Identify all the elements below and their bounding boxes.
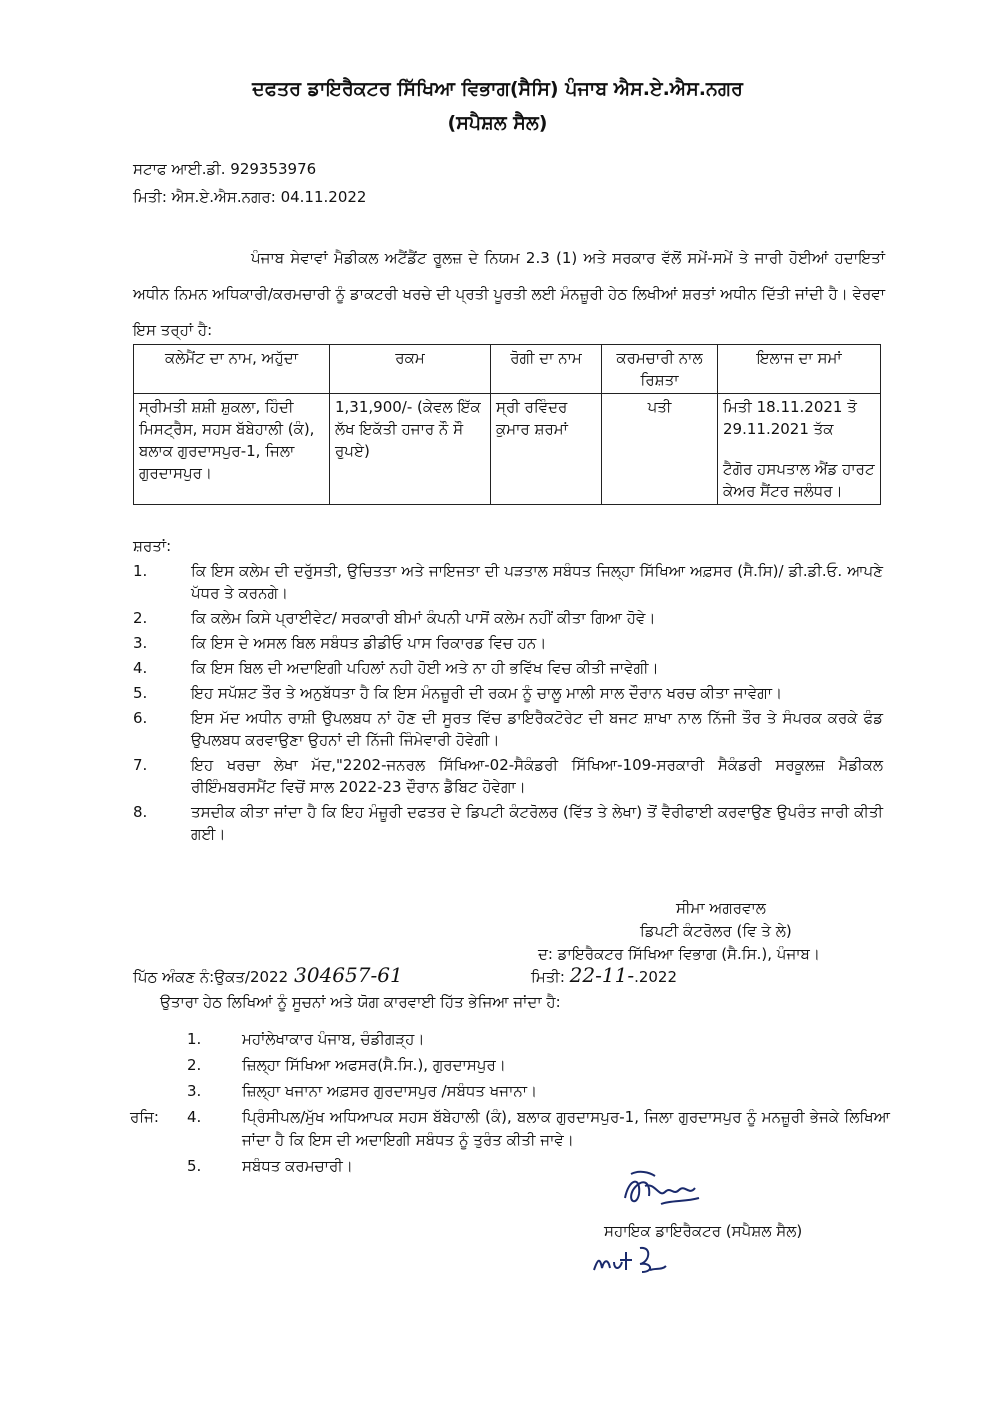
forward-text: ਉਤਾਰਾ ਹੇਠ ਲਿਖਿਆਂ ਨੂੰ ਸੂਚਨਾਂ ਅਤੇ ਯੋਗ ਕਾਰਵਾਈ ਹਿੱਤ ਭੇਜਿਆ ਜਾਂਦਾ ਹੈ: xyxy=(160,993,561,1011)
list-number: 1. xyxy=(187,1030,202,1048)
list-item xyxy=(133,754,883,798)
hospital-name: ਟੈਗੋਰ ਹਸਪਤਾਲ ਐਂਡ ਹਾਰਟ ਕੇਅਰ ਸੈਂਟਰ ਜਲੰਧਰ। xyxy=(723,460,875,500)
list-number: 7. xyxy=(133,756,148,774)
list-text: ਮਹਾਂਲੇਖਾਕਾਰ ਪੰਜਾਬ, ਚੰਡੀਗੜ੍ਹ। xyxy=(242,1030,425,1048)
cell-claimant: ਸ੍ਰੀਮਤੀ ਸ਼ਸ਼ੀ ਸ਼ੁਕਲਾ, ਹਿੰਦੀ ਮਿਸਟ੍ਰੈਸ, ਸਹਸ ਬੱਬੇਹਾਲੀ (ਕੰ), ਬਲਾਕ ਗੁਰਦਾਸਪੁਰ-1, ਜਿਲਾ ਗੁਰਦਾਸਪੁਰ। xyxy=(134,394,330,505)
office-subtitle: (ਸਪੈਸ਼ਲ ਸੈਲ) xyxy=(447,112,548,134)
list-item xyxy=(133,707,883,751)
header-amount: ਰਕਮ xyxy=(330,345,491,394)
staff-id-value: 929353976 xyxy=(230,160,317,178)
cell-patient: ਸ੍ਰੀ ਰਵਿੰਦਰ ਕੁਮਾਰ ਸ਼ਰਮਾਂ xyxy=(491,394,602,505)
list-text: ਇਹ ਸਪੱਸ਼ਟ ਤੌਰ ਤੇ ਅਨੁਬੱਧਤਾ ਹੈ ਕਿ ਇਸ ਮੰਨਜ਼ੂਰੀ ਦੀ ਰਕਮ ਨੂੰ ਚਾਲੂ ਮਾਲੀ ਸਾਲ ਦੌਰਾਨ ਖਰਚ ਕੀਤਾ ਜਾਵੇਗਾ। xyxy=(191,684,783,702)
list-number: 8. xyxy=(133,803,148,821)
list-text: ਪ੍ਰਿੰਸੀਪਲ/ਮੁੱਖ ਅਧਿਆਪਕ ਸਹਸ ਬੱਬੇਹਾਲੀ (ਕੰ), ਬਲਾਕ ਗੁਰਦਾਸਪੁਰ-1, ਜਿਲਾ ਗੁਰਦਾਸਪੁਰ ਨੂੰ ਮਨਜ਼ੂਰੀ ਭੇਜਕੇ ਲਿਖਿਆ ਜਾਂਦਾ ਹੈ ਕਿ ਇਸ ਦੀ ਅਦਾਇਗੀ ਸਬੰਧਤ ਨੂੰ ਤੁਰੰਤ ਕੀਤੀ ਜਾਵੇ। xyxy=(242,1108,890,1149)
table-header-row xyxy=(134,345,881,394)
list-prefix: ਰਜਿ: xyxy=(130,1108,159,1126)
signature-block-deputy-controller xyxy=(640,897,792,943)
list-number: 4. xyxy=(187,1108,202,1126)
table-row xyxy=(134,394,881,505)
list-text: ਇਸ ਮੱਦ ਅਧੀਨ ਰਾਸ਼ੀ ਉਪਲਬਧ ਨਾਂ ਹੋਣ ਦੀ ਸੂਰਤ ਵਿੱਚ ਡਾਇਰੈਕਟੋਰੇਟ ਦੀ ਬਜਟ ਸ਼ਾਖਾ ਨਾਲ ਨਿੱਜੀ ਤੌਰ ਤੇ ਸੰਪਰਕ ਕਰਕੇ ਫੰਡ ਉਪਲਬਧ ਕਰਵਾਉਣਾ ਉਹਨਾਂ ਦੀ ਨਿੱਜੀ ਜਿੰਮੇਵਾਰੀ ਹੋਵੇਗੀ। xyxy=(191,709,883,749)
list-text: ਜ਼ਿਲ੍ਹਾ ਖਜਾਨਾ ਅਫ਼ਸਰ ਗੁਰਦਾਸਪੁਰ /ਸਬੰਧਤ ਖਜਾਨਾ। xyxy=(242,1082,538,1100)
staff-id-line xyxy=(133,160,316,178)
list-text: ਕਿ ਕਲੇਮ ਕਿਸੇ ਪ੍ਰਾਈਵੇਟ/ ਸਰਕਾਰੀ ਬੀਮਾਂ ਕੰਪਨੀ ਪਾਸੋਂ ਕਲੇਮ ਨਹੀਂ ਕੀਤਾ ਗਿਆ ਹੋਵੇ। xyxy=(191,609,656,627)
list-prefix xyxy=(130,1155,187,1178)
list-item xyxy=(130,1106,890,1152)
office-title: ਦਫਤਰ ਡਾਇਰੈਕਟਰ ਸਿੱਖਿਆ ਵਿਭਾਗ(ਸੈਸਿ) ਪੰਜਾਬ ਐਸ.ਏ.ਐਸ.ਨਗਰ xyxy=(252,78,743,100)
list-text: ਤਸਦੀਕ ਕੀਤਾ ਜਾਂਦਾ ਹੈ ਕਿ ਇਹ ਮੰਜ਼ੂਰੀ ਦਫਤਰ ਦੇ ਡਿਪਟੀ ਕੰਟਰੋਲਰ (ਵਿੱਤ ਤੇ ਲੇਖਾ) ਤੋਂ ਵੈਰੀਫਾਈ ਕਰਵਾਉਣ ਉਪਰੰਤ ਜਾਰੀ ਕੀਤੀ ਗਈ। xyxy=(191,803,883,843)
header-relation: ਕਰਮਚਾਰੀ ਨਾਲ ਰਿਸ਼ਤਾ xyxy=(602,345,718,394)
list-text: ਜ਼ਿਲ੍ਹਾ ਸਿੱਖਿਆ ਅਫਸਰ(ਸੈ.ਸਿ.), ਗੁਰਦਾਸਪੁਰ। xyxy=(242,1056,506,1074)
list-number: 4. xyxy=(133,659,148,677)
conditions-list xyxy=(133,560,883,848)
list-text: ਕਿ ਇਸ ਦੇ ਅਸਲ ਬਿਲ ਸਬੰਧਤ ਡੀਡੀਓ ਪਾਸ ਰਿਕਾਰਡ ਵਿਚ ਹਨ। xyxy=(191,634,547,652)
list-item xyxy=(133,682,883,704)
signature-scribble xyxy=(615,1168,710,1213)
header-patient: ਰੋਗੀ ਦਾ ਨਾਮ xyxy=(491,345,602,394)
claim-table xyxy=(133,344,881,505)
date-value: 04.11.2022 xyxy=(280,188,367,206)
list-prefix xyxy=(130,1028,187,1051)
signatory-name: ਸੀਮਾ ਅਗਰਵਾਲ xyxy=(676,899,766,917)
list-prefix xyxy=(130,1054,187,1077)
list-item xyxy=(130,1155,890,1178)
list-item xyxy=(133,657,883,679)
cell-amount: 1,31,900/- (ਕੇਵਲ ਇੱਕ ਲੱਖ ਇਕੱਤੀ ਹਜਾਰ ਨੌ ਸੌ ਰੁਪਏ) xyxy=(330,394,491,505)
list-item xyxy=(133,801,883,845)
list-number: 1. xyxy=(133,562,148,580)
list-number: 5. xyxy=(187,1157,202,1175)
list-text: ਕਿ ਇਸ ਕਲੇਮ ਦੀ ਦਰੁੱਸਤੀ, ਉਚਿਤਤਾ ਅਤੇ ਜਾਇਜਤਾ ਦੀ ਪੜਤਾਲ ਸਬੰਧਤ ਜਿਲ੍ਹਾ ਸਿੱਖਿਆ ਅਫ਼ਸਰ (ਸੈ.ਸਿ)/ ਡੀ.ਡੀ.ਓ. ਆਪਣੇ ਪੱਧਰ ਤੇ ਕਰਨਗੇ। xyxy=(191,562,883,602)
list-number: 5. xyxy=(133,684,148,702)
header-period: ਇਲਾਜ ਦਾ ਸਮਾਂ xyxy=(718,345,881,394)
list-item xyxy=(133,632,883,654)
endorsement-date-year: .2022 xyxy=(634,968,678,986)
list-text: ਸਬੰਧਤ ਕਰਮਚਾਰੀ। xyxy=(242,1157,353,1175)
list-number: 3. xyxy=(187,1082,202,1100)
handwritten-endorsement-number: 304657-61 xyxy=(294,963,403,987)
cell-relation: ਪਤੀ xyxy=(602,394,718,505)
list-number: 3. xyxy=(133,634,148,652)
endorsement-label: ਪਿੱਠ ਅੰਕਣ ਨੰ:ਉਕਤ/2022 xyxy=(133,968,289,986)
treatment-dates: ਮਿਤੀ 18.11.2021 ਤੋ 29.11.2021 ਤੱਕ xyxy=(723,398,857,438)
date-line xyxy=(133,188,366,206)
header-claimant: ਕਲੇਮੈਂਟ ਦਾ ਨਾਮ, ਅਹੁੱਦਾ xyxy=(134,345,330,394)
list-item xyxy=(133,560,883,604)
list-text: ਕਿ ਇਸ ਬਿਲ ਦੀ ਅਦਾਇਗੀ ਪਹਿਲਾਂ ਨਹੀ ਹੋਈ ਅਤੇ ਨਾ ਹੀ ਭਵਿੱਖ ਵਿਚ ਕੀਤੀ ਜਾਵੇਗੀ। xyxy=(191,659,659,677)
initials-scribble xyxy=(590,1240,670,1276)
list-number: 2. xyxy=(187,1056,202,1074)
cell-period xyxy=(718,394,881,505)
list-item xyxy=(130,1028,890,1051)
recipients-list xyxy=(130,1028,890,1181)
list-item xyxy=(133,607,883,629)
list-text: ਇਹ ਖਰਚਾ ਲੇਖਾ ਮੱਦ,"2202-ਜਨਰਲ ਸਿੱਖਿਆ-02-ਸੈਕੰਡਰੀ ਸਿੱਖਿਆ-109-ਸਰਕਾਰੀ ਸੈਕੰਡਰੀ ਸਰਕੂਲਜ਼ ਮੈਡੀਕਲ ਰੀਇੰਮਬਰਸਮੈਂਟ ਵਿਚੋਂ ਸਾਲ 2022-23 ਦੌਰਾਨ ਡੈਬਿਟ ਹੋਵੇਗਾ। xyxy=(191,756,883,796)
conditions-heading: ਸ਼ਰਤਾਂ: xyxy=(133,537,172,555)
staff-id-label: ਸਟਾਫ ਆਈ.ਡੀ. xyxy=(133,160,226,178)
list-item xyxy=(130,1080,890,1103)
list-number: 6. xyxy=(133,709,148,727)
endorsement-date-label: ਮਿਤੀ: xyxy=(531,968,565,986)
endorsement-date xyxy=(531,963,677,987)
list-prefix xyxy=(130,1080,187,1103)
endorsement-number xyxy=(133,963,403,987)
signatory-designation-assistant-director: ਸਹਾਇਕ ਡਾਇਰੈਕਟਰ (ਸਪੈਸ਼ਲ ਸੈਲ) xyxy=(604,1222,803,1240)
date-label: ਮਿਤੀ: ਐਸ.ਏ.ਐਸ.ਨਗਰ: xyxy=(133,188,276,206)
list-item xyxy=(130,1054,890,1077)
intro-paragraph: ਪੰਜਾਬ ਸੇਵਾਵਾਂ ਮੈਡੀਕਲ ਅਟੈਂਡੈਂਟ ਰੂਲਜ਼ ਦੇ ਨਿਯਮ 2.3 (1) ਅਤੇ ਸਰਕਾਰ ਵੱਲੋਂ ਸਮੇਂ-ਸਮੇਂ ਤੇ ਜਾਰੀ ਹੋਈਆਂ ਹਦਾਇਤਾਂ ਅਧੀਨ ਨਿਮਨ ਅਧਿਕਾਰੀ/ਕਰਮਚਾਰੀ ਨੂੰ ਡਾਕਟਰੀ ਖਰਚੇ ਦੀ ਪ੍ਰਤੀ ਪੂਰਤੀ ਲਈ ਮੰਨਜ਼ੂਰੀ ਹੇਠ ਲਿਖੀਆਂ ਸ਼ਰਤਾਂ ਅਧੀਨ ਦਿੱਤੀ ਜਾਂਦੀ ਹੈ। ਵੇਰਵਾ ਇਸ ਤਰ੍ਹਾਂ ਹੈ: xyxy=(133,249,885,339)
signatory-designation: ਡਿਪਟੀ ਕੰਟਰੋਲਰ (ਵਿ ਤੇ ਲੇ) xyxy=(640,922,792,940)
list-number: 2. xyxy=(133,609,148,627)
handwritten-date: 22-11- xyxy=(569,963,635,987)
signatory-office: ਦ: ਡਾਇਰੈਕਟਰ ਸਿੱਖਿਆ ਵਿਭਾਗ (ਸੈ.ਸਿ.), ਪੰਜਾਬ। xyxy=(538,945,821,963)
